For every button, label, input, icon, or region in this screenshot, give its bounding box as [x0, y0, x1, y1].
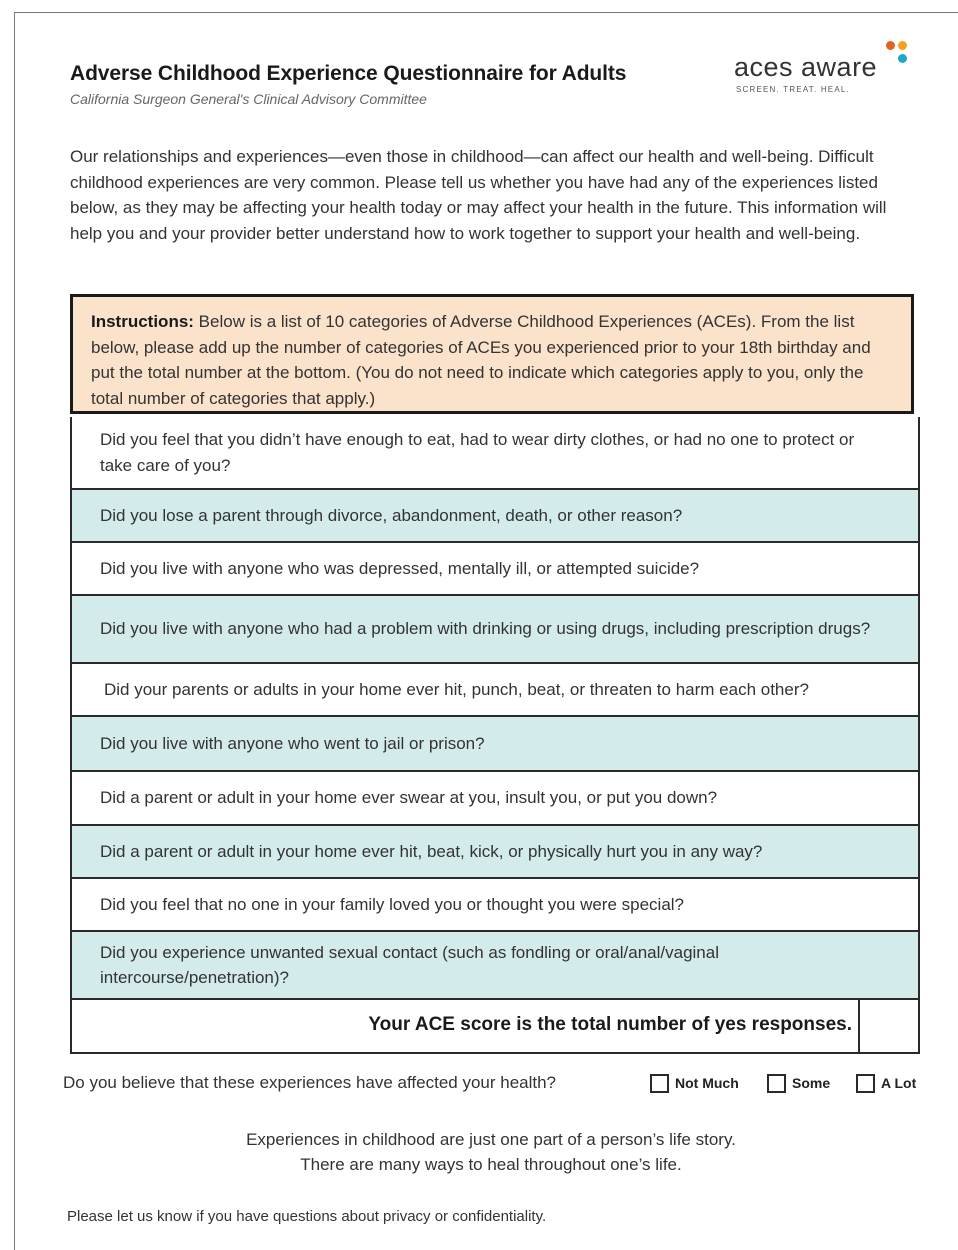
ace-score-input[interactable]	[858, 1000, 918, 1052]
logo-dot-blue-icon	[898, 54, 907, 63]
question-text-1: Did you feel that you didn’t have enough to eat, had to wear dirty clothes, or had no one to protect or take care of you?	[100, 430, 855, 475]
page-title: Adverse Childhood Experience Questionnaire for Adults	[70, 62, 627, 85]
question-row-8	[70, 826, 920, 879]
question-text-5: Did your parents or adults in your home ever hit, punch, beat, or threaten to harm each other?	[104, 679, 809, 699]
question-text-6: Did you live with anyone who went to jail or prison?	[100, 733, 485, 753]
logo-wordmark: aces aware	[734, 52, 878, 82]
question-row-6	[70, 717, 920, 772]
checkbox-some[interactable]	[767, 1074, 786, 1093]
option-a-lot-label: A Lot	[881, 1075, 917, 1091]
intro-paragraph: Our relationships and experiences—even those in childhood—can affect our health and well-being. Difficult childhood experiences are very common. Please tell us whether you have had any of the experiences listed below, as they may be affecting your health today or may affect your health in the future. This information will help you and your provider better understand how to work together to support your health and well-being.	[70, 147, 887, 243]
option-not-much-label: Not Much	[675, 1075, 739, 1091]
ace-score-label: Your ACE score is the total number of yes responses.	[368, 1014, 852, 1035]
question-text-3: Did you live with anyone who was depressed, mentally ill, or attempted suicide?	[100, 558, 700, 578]
instructions-box	[70, 294, 914, 414]
closing-line-2: There are many ways to heal throughout one’s life.	[300, 1155, 682, 1174]
option-not-much[interactable]	[650, 1071, 739, 1095]
question-row-5	[70, 664, 920, 717]
question-row-10	[70, 932, 920, 1000]
aces-aware-logo	[730, 38, 920, 100]
privacy-note: Please let us know if you have questions about privacy or confidentiality.	[67, 1208, 547, 1225]
question-row-1	[70, 417, 920, 490]
logo-dot-yellow-icon	[898, 41, 907, 50]
question-text-2: Did you lose a parent through divorce, abandonment, death, or other reason?	[100, 505, 683, 525]
option-a-lot[interactable]	[856, 1071, 916, 1095]
logo-tagline: SCREEN. TREAT. HEAL.	[736, 85, 850, 94]
ace-score-row	[70, 1000, 920, 1054]
page-border-left	[14, 12, 15, 1250]
question-text-7: Did a parent or adult in your home ever swear at you, insult you, or put you down?	[100, 788, 718, 808]
question-text-8: Did a parent or adult in your home ever hit, beat, kick, or physically hurt you in any way?	[100, 841, 763, 861]
page-subtitle: California Surgeon General's Clinical Advisory Committee	[70, 91, 427, 107]
health-impact-question	[63, 1071, 943, 1097]
page-border-top	[14, 12, 958, 13]
question-text-10: Did you experience unwanted sexual contact (such as fondling or oral/anal/vaginal intercourse/penetration)?	[100, 942, 719, 987]
instructions-text: Below is a list of 10 categories of Adverse Childhood Experiences (ACEs). From the list below, please add up the number of categories of ACEs you experienced prior to your 18th birthday and put the total number at the bottom. (You do not need to indicate which categories apply to you, only the total number of categories that apply.)	[91, 312, 871, 408]
question-row-4	[70, 596, 920, 664]
option-some-label: Some	[792, 1075, 831, 1091]
health-question-text: Do you believe that these experiences have affected your health?	[63, 1073, 557, 1092]
checkbox-a-lot[interactable]	[856, 1074, 875, 1093]
question-row-3	[70, 543, 920, 596]
question-row-7	[70, 772, 920, 826]
logo-dot-orange-icon	[886, 41, 895, 50]
checkbox-not-much[interactable]	[650, 1074, 669, 1093]
instructions-lead: Instructions:	[91, 312, 194, 331]
question-text-9: Did you feel that no one in your family loved you or thought you were special?	[100, 894, 685, 914]
question-row-9	[70, 879, 920, 932]
closing-line-1: Experiences in childhood are just one part of a person’s life story.	[246, 1130, 736, 1149]
question-text-4: Did you live with anyone who had a problem with drinking or using drugs, including prescription drugs?	[100, 619, 871, 639]
option-some[interactable]	[767, 1071, 830, 1095]
questions-list	[70, 417, 920, 1054]
question-row-2	[70, 490, 920, 543]
